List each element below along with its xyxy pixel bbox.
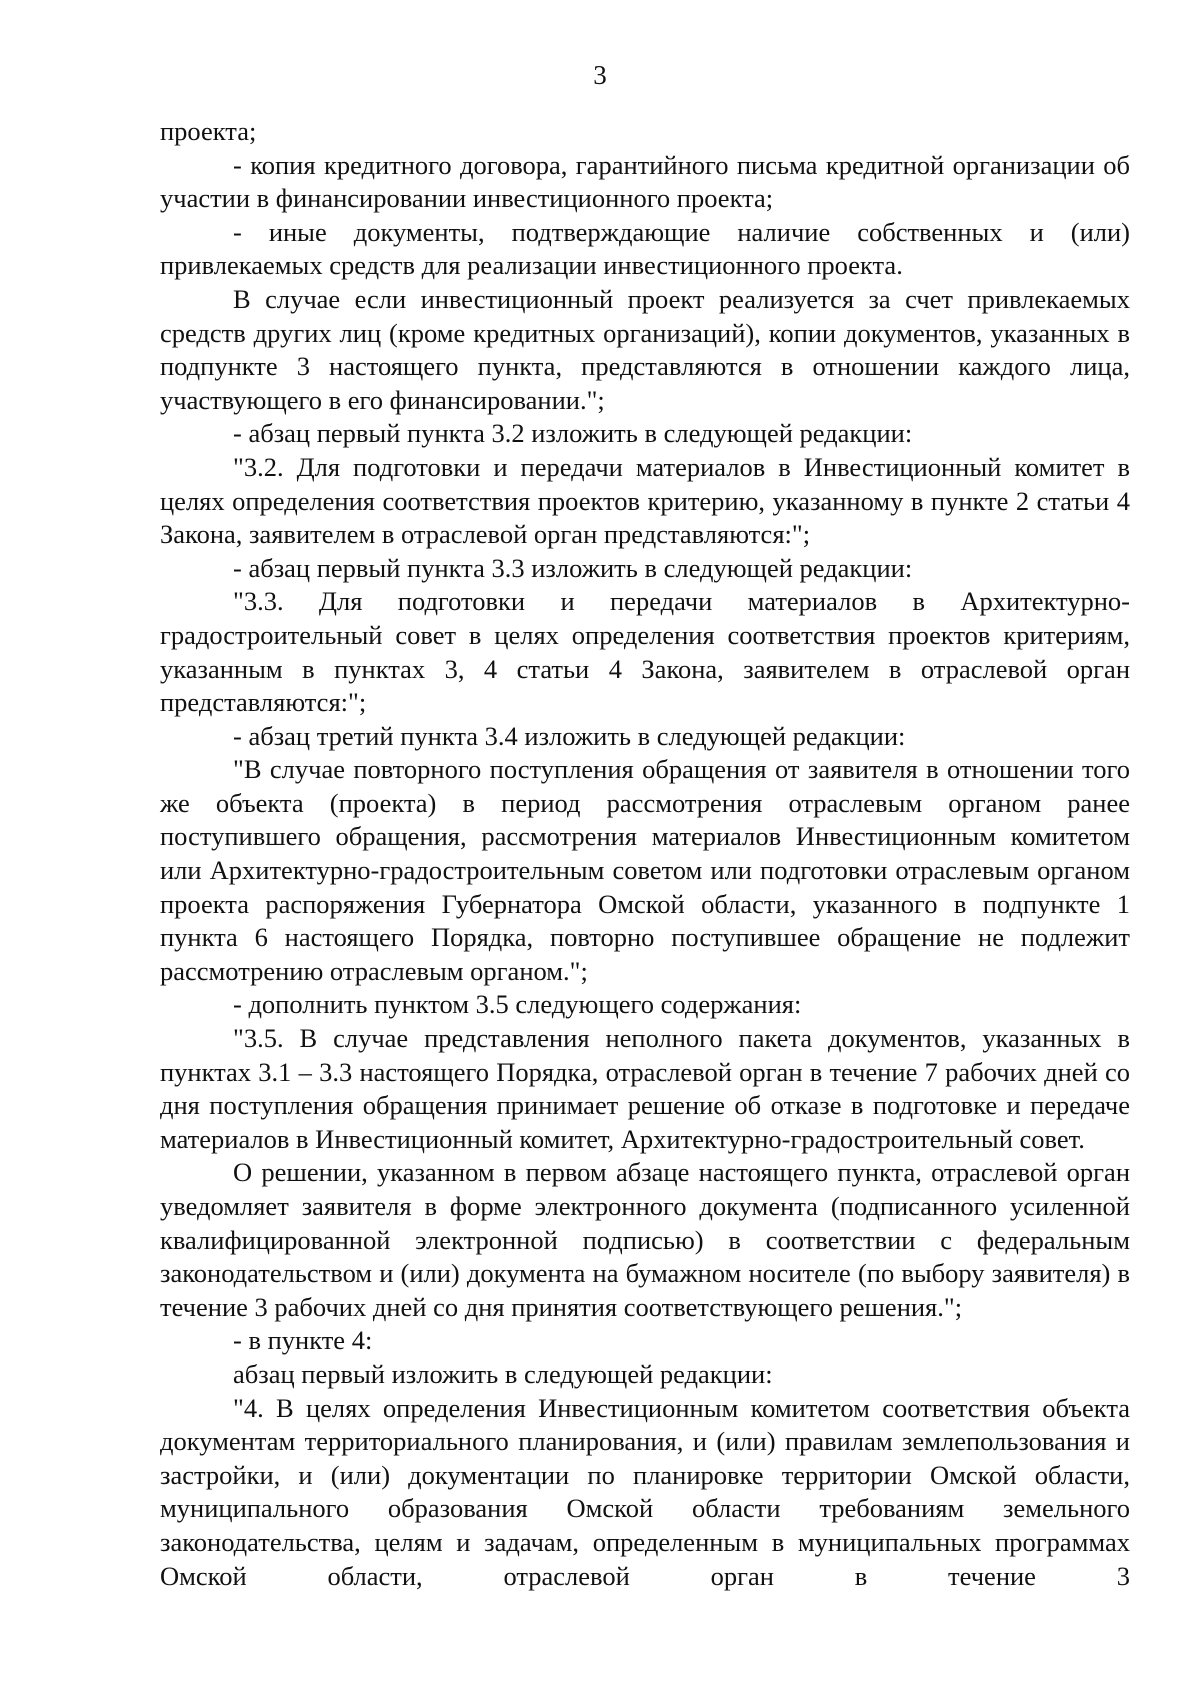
paragraph: В случае если инвестиционный проект реализуется за счет привлекаемых средств других лиц (кроме кредитных организаций), копии документов, указанных в подпункте 3 настоящего пункта, представляются в отношении каждого лица, участвующего в его финансировании."; xyxy=(160,283,1130,415)
paragraph: "В случае повторного поступления обращения от заявителя в отношении того же объекта (проекта) в период рассмотрения отраслевым органом ранее поступившего обращения, рассмотрения материалов Инвестиционным комитетом или Архитектурно-градостроительным советом или подготовки отраслевым органом проекта распоряжения Губернатора Омской области, указанного в подпункте 1 пункта 6 настоящего Порядка, повторно поступившее обращение не подлежит рассмотрению отраслевым органом."; xyxy=(160,754,1130,986)
paragraph: - абзац третий пункта 3.4 изложить в следующей редакции: xyxy=(233,720,906,751)
document-body xyxy=(160,115,1130,1593)
paragraph: проекта; xyxy=(160,116,257,146)
paragraph: - в пункте 4: xyxy=(233,1325,373,1356)
paragraph: О решении, указанном в первом абзаце настоящего пункта, отраслевой орган уведомляет заявителя в форме электронного документа (подписанного усиленной квалифицированной электронной подписью) в соответствии с федеральным законодательством и (или) документа на бумажном носителе (по выбору заявителя) в течение 3 рабочих дней со дня принятия соответствующего решения."; xyxy=(160,1157,1130,1322)
paragraph: абзац первый изложить в следующей редакции: xyxy=(233,1358,773,1389)
paragraph: - иные документы, подтверждающие наличие собственных и (или) привлекаемых средств для реализации инвестиционного проекта. xyxy=(160,216,1130,281)
paragraph: - копия кредитного договора, гарантийного письма кредитной организации об участии в финансировании инвестиционного проекта; xyxy=(160,149,1130,214)
paragraph: - абзац первый пункта 3.3 изложить в следующей редакции: xyxy=(233,552,913,583)
paragraph: - дополнить пунктом 3.5 следующего содержания: xyxy=(233,989,802,1020)
paragraph: "3.5. В случае представления неполного пакета документов, указанных в пунктах 3.1 – 3.3 настоящего Порядка, отраслевой орган в течение 7 рабочих дней со дня поступления обращения принимает решение об отказе в подготовке и передаче материалов в Инвестиционный комитет, Архитектурно-градостроительный совет. xyxy=(160,1023,1130,1154)
paragraph: "3.3. Для подготовки и передачи материалов в Архитектурно-градостроительный совет в целях определения соответствия проектов критериям, указанным в пунктах 3, 4 статьи 4 Закона, заявителем в отраслевой орган представляются:"; xyxy=(160,586,1130,718)
paragraph: - абзац первый пункта 3.2 изложить в следующей редакции: xyxy=(233,418,913,449)
page-number: 3 xyxy=(593,60,607,90)
paragraph: "4. В целях определения Инвестиционным комитетом соответствия объекта документам территориального планирования, и (или) правилам землепользования и застройки, и (или) документации по планировке территории Омской области, муниципального образования Омской области требованиям земельного законодательства, целям и задачам, определенным в муниципальных программах Омской области, отраслевой орган в течение 3 xyxy=(160,1392,1130,1591)
paragraph: "3.2. Для подготовки и передачи материалов в Инвестиционный комитет в целях определения соответствия проектов критерию, указанному в пункте 2 статьи 4 Закона, заявителем в отраслевой орган представляются:"; xyxy=(160,451,1130,550)
